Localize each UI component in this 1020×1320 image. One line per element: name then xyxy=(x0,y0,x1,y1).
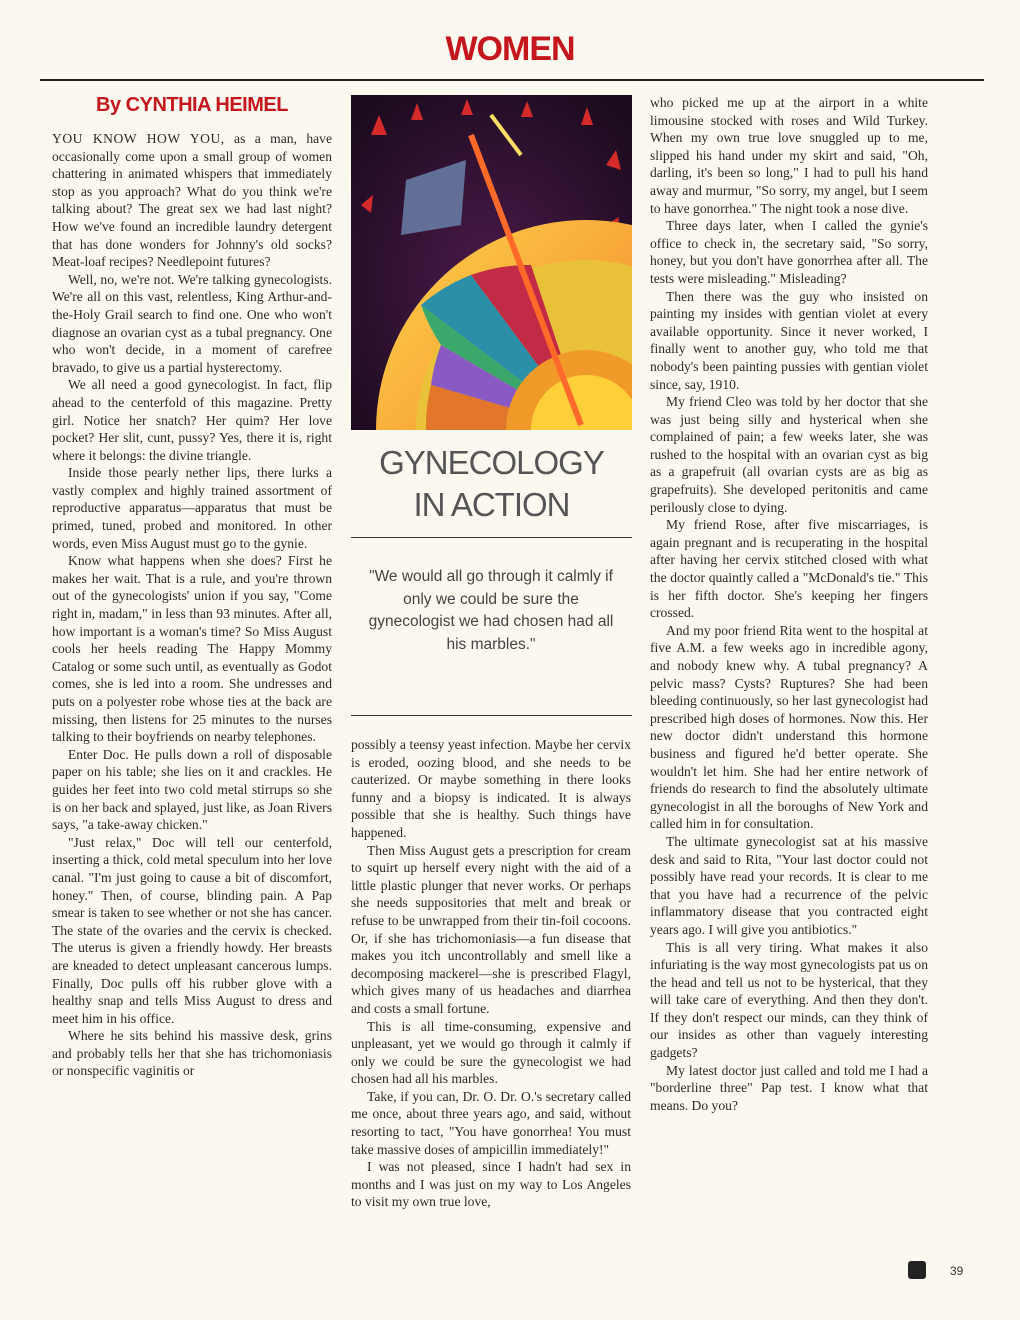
paragraph: Then there was the guy who insisted on painting my insides with gentian violet at every available opportunity. Since it never worked, I finally went to another guy, who told me that nobody's been painting pussies with gentian violet since, say, 1910. xyxy=(650,288,928,392)
pullquote-rule-bottom xyxy=(351,715,632,716)
paragraph: This is all time-consuming, expensive and unpleasant, yet we would go through it calmly if only we could be sure the gynecologist we had chosen had all his marbles. xyxy=(351,1018,631,1087)
paragraph: who picked me up at the airport in a white limousine stocked with roses and Wild Turkey. When my own true love snuggled up to me, slipped his hand under my skirt and said, "Oh, darling, it's been so long," I had to pull his hand away and murmur, "So sorry, my angel, but I seem to have gonorrhea." The night took a nose dive. xyxy=(650,95,928,216)
section-title: WOMEN xyxy=(445,30,575,68)
headline-line-2: IN ACTION xyxy=(413,486,570,523)
page-number: 39 xyxy=(950,1264,964,1278)
paragraph: Then Miss August gets a prescription for cream to squirt up herself every night with the aid of a little plastic plunger that never works. Or perhaps she needs suppositories that melt and break or refuse to be unwrapped from their tin-foil cocoons. Or, if she has trichomoniasis—a fun disease that makes you itch uncontrollably and smell like a decomposing mackerel—she is prescribed Flagyl, which gives many of us headaches and diarrhea and costs a small fortune. xyxy=(351,842,631,1016)
paragraph: We all need a good gynecologist. In fact, flip ahead to the centerfold of this magazine. Pretty girl. Notice her snatch? Her quim? Her love pocket? Her slit, cunt, pussy? Yes, there it is, right where it belongs: the divine triangle. xyxy=(52,377,332,463)
column-2 xyxy=(351,736,631,1211)
paragraph-1: YOU KNOW HOW YOU, as a man, have occasionally come upon a small group of women chattering in animated whispers that immediately stop as you approach? What do you think we're talking about? The great sex we had last night? How we've found an incredible laundry detergent that has done wonders for Johnny's old socks? Meat-loaf recipes? Needlepoint futures? xyxy=(52,131,332,270)
paragraph: My friend Rose, after five miscarriages, is again pregnant and is recuperating in the hospital after having her cervix stitched closed with what the doctor quaintly called a "McDonald's tie." This is her fifth doctor. She's keeping her fingers crossed. xyxy=(650,517,928,621)
pullquote-rule-top xyxy=(351,537,632,538)
paragraph: Enter Doc. He pulls down a roll of disposable paper on his table; she lies on it and crackles. He guides her feet into two cold metal stirrups so she is on her back and splayed, just like, as Joan Rivers says, "a take-away chicken." xyxy=(52,746,332,833)
paragraph: I was not pleased, since I hadn't had sex in months and I was just on my way to Los Angeles to visit my own true love, xyxy=(351,1159,631,1210)
column-3 xyxy=(650,94,928,1114)
lead-in: YOU KNOW HOW YOU, xyxy=(52,131,225,146)
headline xyxy=(351,442,632,526)
paragraph: Well, no, we're not. We're talking gynecologists. We're all on this vast, relentless, King Arthur-and-the-Holy Grail search to find one. One who won't diagnose an ovarian cyst as a tubal pregnancy. One who won't decide, in a moment of carefree bravado, to give us a partial hysterectomy. xyxy=(52,271,332,375)
paragraph: The ultimate gynecologist sat at his massive desk and said to Rita, "Your last doctor could not possibly have read your records. It is clear to me that you have had a recurrence of the pelvic inflammatory disease that you contracted eight years ago. I will give you antibiotics." xyxy=(650,833,928,937)
paragraph: My friend Cleo was told by her doctor that she was just being silly and hysterical when she complained of pain; a few weeks later, she was rushed to the hospital with an ovarian cyst as big as a grapefruit (all ovarian cysts are as big as grapefruits). She developed peritonitis and came perilously close to dying. xyxy=(650,394,928,515)
headline-line-1: GYNECOLOGY xyxy=(379,444,604,481)
paragraph: possibly a teensy yeast infection. Maybe her cervix is eroded, oozing blood, and she needs to be cauterized. Or maybe something in there looks funny and a biopsy is indicated. It is always possible that she is healthy. Such things have happened. xyxy=(351,737,631,840)
paragraph: My latest doctor just called and told me I had a "borderline three" Pap test. I know what that means. Do you? xyxy=(650,1062,928,1113)
playboy-rabbit-icon xyxy=(908,1261,926,1279)
paragraph: Inside those pearly nether lips, there lurks a vastly complex and highly trained assortment of reproductive apparatus—apparatus that must be primed, tuned, probed and monitored. In other words, even Miss August must go to the gynie. xyxy=(52,465,332,551)
paragraph: Take, if you can, Dr. O. Dr. O.'s secretary called me once, about three years ago, and said, without resorting to tact, "You have gonorrhea! You must take massive doses of ampicillin immediately!" xyxy=(351,1088,631,1157)
paragraph: Where he sits behind his massive desk, grins and probably tells her that she has trichomoniasis or nonspecific vaginitis or xyxy=(52,1028,332,1079)
illustration xyxy=(351,95,632,430)
paragraph: This is all very tiring. What makes it also infuriating is the way most gynecologists pat us on the head and tell us not to be hysterical, that they will take care of everything. And then they don't. If they don't respect our minds, can they think of our insides as other than vaguely interesting gadgets? xyxy=(650,939,928,1061)
paragraph: "Just relax," Doc will tell our centerfold, inserting a thick, cold metal speculum into her love canal. "I'm just going to cause a bit of discomfort, honey." Then, of course, blinding pain. A Pap smear is taken to see whether or not she has cancer. The state of the ovaries and the cervix is checked. The uterus is given a friendly howdy. Her breasts are kneaded to detect unpleasant cancerous lumps. Finally, Doc pulls off his rubber glove with a healthy snap and tells Miss August to dress and meet him in his office. xyxy=(52,834,332,1026)
byline: By CYNTHIA HEIMEL xyxy=(96,94,288,116)
header-rule xyxy=(40,79,984,81)
pull-quote: "We would all go through it calmly if only we could be sure the gynecologist we had chosen had all his marbles." xyxy=(368,568,614,653)
column-1 xyxy=(52,130,332,1080)
paragraph: And my poor friend Rita went to the hospital at five A.M. a few weeks ago in incredible agony, and nobody knew why. A tubal pregnancy? A pelvic mass? Cysts? Ruptures? She had been bleeding continuously, so her last gynecologist had prescribed high doses of hormones. Now this. Her new doctor didn't understand this hormone business and figured he'd better operate. She wouldn't let him. She had her entire network of friends do research to find the absolutely ultimate gynecologist in all the boroughs of New York and called him in for consultation. xyxy=(650,622,928,832)
paragraph: Know what happens when she does? First he makes her wait. That is a rule, and you're thrown out of the gynecologists' union if you say, "Come right in, madam," in less than 93 minutes. After all, how important is a woman's time? So Miss August cools her heels reading The Happy Mommy Catalog or some such until, as eventually as Godot comes, she is led into a room. She undresses and puts on a polyester robe whose ties at the back are missing, then listens for 25 minutes to the nurses talking to their boyfriends on nearby telephones. xyxy=(52,553,332,745)
paragraph: Three days later, when I called the gynie's office to check in, the secretary said, "So sorry, honey, but you don't have gonorrhea after all. The tests were misleading." Misleading? xyxy=(650,218,928,286)
